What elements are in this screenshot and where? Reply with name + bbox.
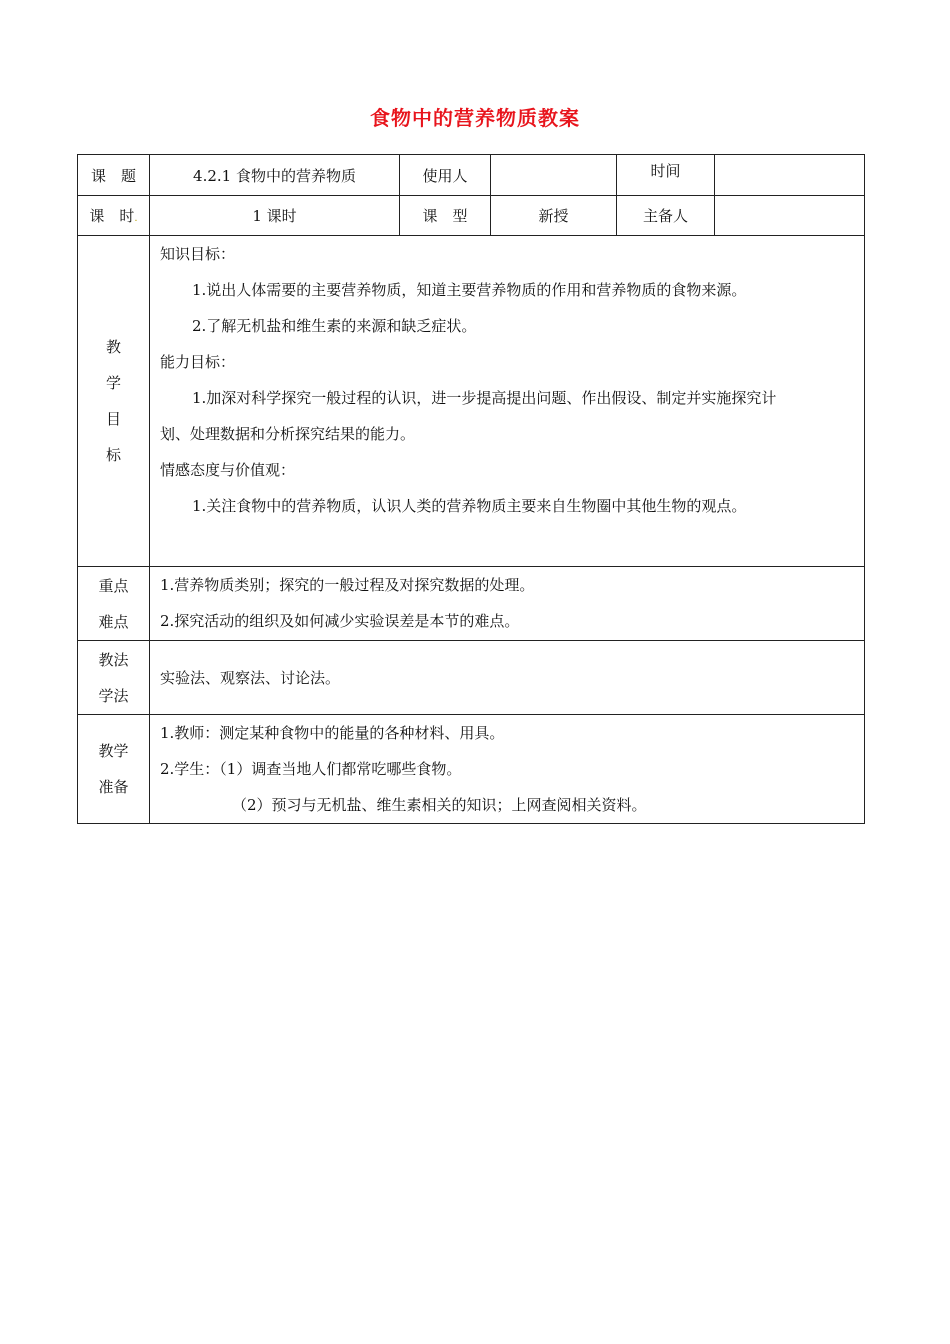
header-row-topic	[78, 155, 865, 196]
preparer-label: 主备人	[617, 196, 715, 236]
lesson-plan-table	[77, 154, 865, 824]
hours-label-cell	[78, 196, 150, 236]
type-label: 课 型	[400, 196, 491, 236]
prep-label-line: 教学	[98, 742, 129, 760]
ability-item-line: 1.加深对科学探究一般过程的认识，进一步提高提出问题、作出假设、制定并实施探究计	[192, 389, 777, 407]
goals-label-char: 学	[105, 374, 121, 392]
document-title: 食物中的营养物质教案	[370, 106, 580, 130]
user-label: 使用人	[400, 155, 491, 196]
type-value: 新授	[491, 196, 617, 236]
prep-student-2: （2）预习与无机盐、维生素相关的知识；上网查阅相关资料。	[232, 796, 647, 814]
methods-content	[150, 641, 865, 715]
hours-label: 课 时	[89, 207, 135, 225]
goals-row	[78, 236, 865, 567]
prep-content	[150, 715, 865, 824]
time-label: 时间	[650, 161, 681, 180]
time-label-cell	[617, 155, 715, 196]
ability-item-line: 划、处理数据和分析探究结果的能力。	[160, 425, 416, 443]
user-value	[491, 155, 617, 196]
knowledge-item: 2.了解无机盐和维生素的来源和缺乏症状。	[192, 317, 477, 335]
prep-label-line: 准备	[98, 778, 129, 796]
hours-value: 1 课时	[150, 196, 400, 236]
ability-title: 能力目标：	[160, 353, 236, 371]
prep-student-1: 2.学生：（1）调查当地人们都常吃哪些食物。	[160, 760, 462, 778]
focus-item: 2.探究活动的组织及如何减少实验误差是本节的难点。	[160, 612, 520, 630]
knowledge-title: 知识目标：	[160, 245, 236, 263]
goals-label	[78, 236, 150, 567]
methods-text: 实验法、观察法、讨论法。	[160, 668, 341, 687]
time-value	[715, 155, 865, 196]
goals-label-char: 目	[105, 410, 121, 428]
goals-label-char: 教	[105, 338, 121, 356]
focus-item: 1.营养物质类别；探究的一般过程及对探究数据的处理。	[160, 576, 535, 594]
attitude-item: 1.关注食物中的营养物质，认识人类的营养物质主要来自生物圈中其他生物的观点。	[192, 497, 747, 515]
focus-label	[78, 567, 150, 641]
focus-label-line: 难点	[98, 612, 129, 631]
goals-content	[150, 236, 865, 567]
prep-label	[78, 715, 150, 824]
methods-label-line: 学法	[98, 686, 129, 705]
attitude-title: 情感态度与价值观：	[160, 461, 296, 479]
focus-content	[150, 567, 865, 641]
header-row-hours	[78, 196, 865, 236]
topic-label: 课 题	[78, 155, 150, 196]
methods-label-line: 教法	[98, 650, 129, 669]
focus-label-line: 重点	[98, 576, 129, 595]
methods-row	[78, 641, 865, 715]
goals-label-char: 标	[105, 446, 121, 464]
prep-teacher: 1.教师：测定某种食物中的能量的各种材料、用具。	[160, 724, 505, 742]
preparer-value	[715, 196, 865, 236]
prep-row	[78, 715, 865, 824]
topic-value: 4.2.1 食物中的营养物质	[150, 155, 400, 196]
methods-label	[78, 641, 150, 715]
mark-dot: .	[134, 213, 138, 224]
knowledge-item: 1.说出人体需要的主要营养物质，知道主要营养物质的作用和营养物质的食物来源。	[192, 281, 747, 299]
focus-row	[78, 567, 865, 641]
